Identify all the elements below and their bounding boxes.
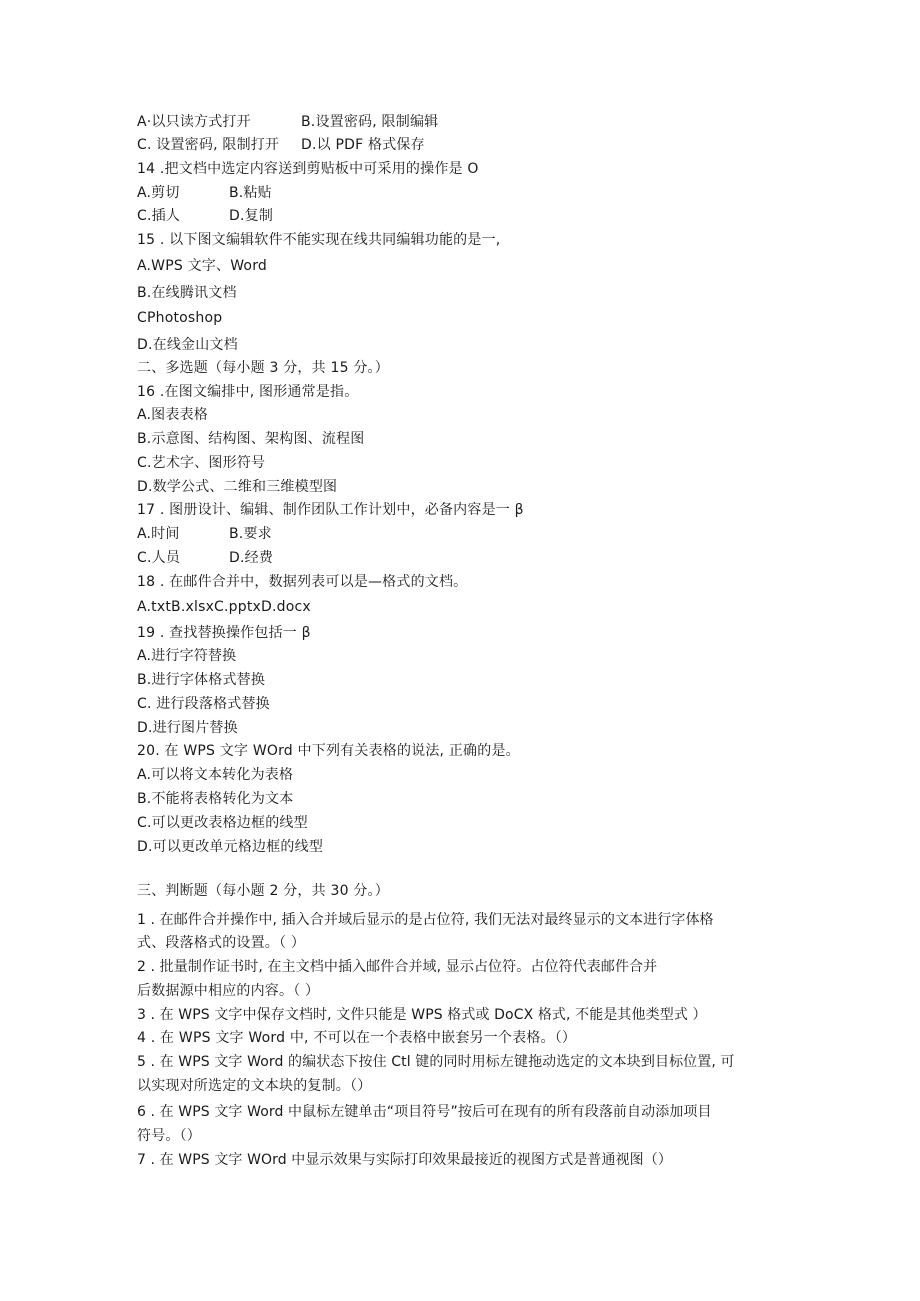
q16-option-c: C.艺术字、图形符号 <box>137 455 266 471</box>
q20-option-a: A.可以将文本转化为表格 <box>137 767 294 783</box>
tf5-line2: 以实现对所选定的文本块的复制。（） <box>137 1078 372 1094</box>
q20-option-d: D.可以更改单元格边框的线型 <box>137 839 324 855</box>
q19-option-c: C. 进行段落格式替换 <box>137 696 270 712</box>
tf3: 3 . 在 WPS 文字中保存文档时, 文件只能是 WPS 格式或 DoCX 格式, 不能是其他类型式 ） <box>137 1007 707 1023</box>
q16-stem: 16 .在图文编排中, 图形通常是指。 <box>137 384 359 400</box>
q17-option-d: D.经费 <box>229 550 274 566</box>
tf1-line1: 1 . 在邮件合并操作中, 插入合并域后显示的是占位符, 我们无法对最终显示的文本进行字体格 <box>137 912 714 928</box>
q19-option-a: A.进行字符替换 <box>137 648 237 664</box>
q13-option-c: C. 设置密码, 限制打开 <box>137 137 280 153</box>
q15-option-a: A.WPS 文字、Word <box>137 258 267 274</box>
q17-option-a: A.时间 <box>137 526 180 542</box>
tf5-line1: 5 . 在 WPS 文字 Word 的编状态下按住 Ctl 键的同时用标左键拖动选定的文本块到目标位置, 可 <box>137 1054 735 1070</box>
q20-stem: 20. 在 WPS 文字 WOrd 中下列有关表格的说法, 正确的是。 <box>137 743 520 759</box>
tf1-line2: 式、段落格式的设置。（ ） <box>137 935 306 951</box>
q15-option-c: CPhotoshop <box>137 310 223 326</box>
q17-stem: 17 . 图册设计、编辑、制作团队工作计划中，必备内容是一 β <box>137 502 524 518</box>
tf6-line1: 6 . 在 WPS 文字 Word 中鼠标左键单击“项目符号”按后可在现有的所有段落前自动添加项目 <box>137 1104 712 1120</box>
q18-options: A.txtB.xlsxC.pptxD.docx <box>137 599 311 615</box>
tf6-line2: 符号。（） <box>137 1128 201 1144</box>
q17-option-b: B.要求 <box>229 526 272 542</box>
tf4: 4 . 在 WPS 文字 Word 中, 不可以在一个表格中嵌套另一个表格。（） <box>137 1030 577 1046</box>
q15-option-d: D.在线金山文档 <box>137 337 238 353</box>
section-multiple-choice-heading: 二、多选题（每小题 3 分，共 15 分。） <box>137 360 389 376</box>
tf2-line2: 后数据源中相应的内容。（ ） <box>137 983 320 999</box>
q14-option-c: C.插人 <box>137 208 181 224</box>
q17-option-c: C.人员 <box>137 550 181 566</box>
q19-option-b: B.进行字体格式替换 <box>137 672 266 688</box>
q16-option-b: B.示意图、结构图、架构图、流程图 <box>137 431 365 447</box>
q13-option-d: D.以 PDF 格式保存 <box>301 137 425 153</box>
q15-stem: 15 . 以下图文编辑软件不能实现在线共同编辑功能的是一, <box>137 232 501 248</box>
q13-option-b: B.设置密码, 限制编辑 <box>301 114 439 130</box>
q14-option-a: A.剪切 <box>137 185 180 201</box>
q19-option-d: D.进行图片替换 <box>137 720 238 736</box>
q14-stem: 14 .把文档中选定内容送到剪贴板中可采用的操作是 O <box>137 161 479 177</box>
q15-option-b: B.在线腾讯文档 <box>137 285 237 301</box>
q14-option-b: B.粘贴 <box>229 185 272 201</box>
q20-option-c: C.可以更改表格边框的线型 <box>137 815 308 831</box>
q13-option-a: A·以只读方式打开 <box>137 114 251 130</box>
q18-stem: 18 . 在邮件合并中，数据列表可以是—格式的文档。 <box>137 574 468 590</box>
q14-option-d: D.复制 <box>229 208 274 224</box>
q16-option-a: A.图表表格 <box>137 407 208 423</box>
tf2-line1: 2 . 批量制作证书时, 在主文档中插入邮件合并域, 显示占位符。占位符代表邮件合并 <box>137 959 658 975</box>
q19-stem: 19 . 查找替换操作包括一 β <box>137 625 311 641</box>
section-true-false-heading: 三、判断题（每小题 2 分，共 30 分。） <box>137 883 389 899</box>
q16-option-d: D.数学公式、二维和三维模型图 <box>137 479 338 495</box>
q20-option-b: B.不能将表格转化为文本 <box>137 791 294 807</box>
tf7: 7 . 在 WPS 文字 WOrd 中显示效果与实际打印效果最接近的视图方式是普通视图（） <box>137 1152 672 1168</box>
